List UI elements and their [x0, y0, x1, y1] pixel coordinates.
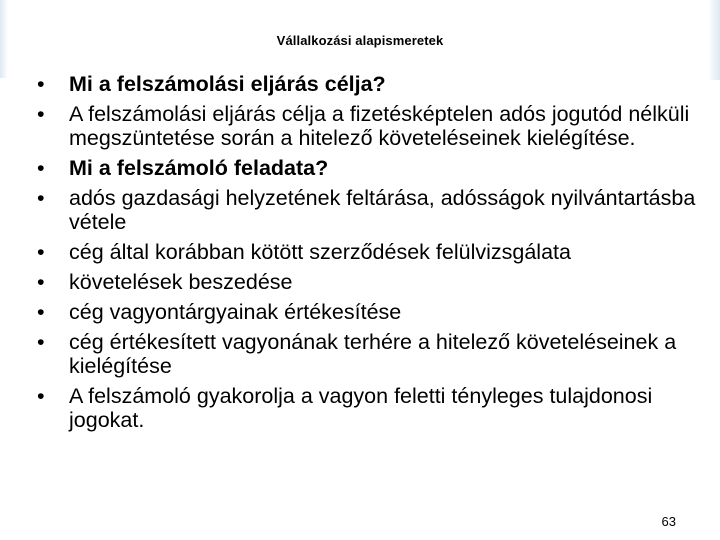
bullet-item-question-tasks — [37, 156, 697, 180]
page-number: 63 — [661, 514, 676, 529]
bullet-icon: • — [37, 300, 45, 324]
bullet-item-question-purpose — [37, 72, 697, 96]
bullet-text: A felszámoló gyakorolja a vagyon feletti tényleges tulajdonosi jogokat. — [69, 384, 653, 432]
bullet-icon: • — [37, 156, 45, 180]
bullet-text: A felszámolási eljárás célja a fizetésképtelen adós jogutód nélküli megszüntetése során a hitelező követeléseinek kielégítése. — [69, 102, 690, 150]
bullet-item-answer-purpose — [37, 102, 697, 150]
bullet-text: cég által korábban kötött szerződések felülvizsgálata — [69, 240, 571, 264]
bullet-text: Mi a felszámoló feladata? — [69, 156, 329, 180]
bullet-icon: • — [37, 384, 45, 408]
bullet-text: cég értékesített vagyonának terhére a hitelező követeléseinek a kielégítése — [69, 330, 677, 378]
bullet-icon: • — [37, 240, 45, 264]
bullet-text: cég vagyontárgyainak értékesítése — [69, 300, 402, 324]
bullet-text: Mi a felszámolási eljárás célja? — [69, 72, 386, 96]
bullet-icon: • — [37, 330, 45, 354]
bullet-item-task — [37, 330, 697, 378]
bullet-item-task — [37, 384, 697, 432]
bullet-item-task — [37, 240, 697, 264]
bullet-icon: • — [37, 270, 45, 294]
bullet-icon: • — [37, 186, 45, 210]
bullet-item-task — [37, 270, 697, 294]
bullet-text: adós gazdasági helyzetének feltárása, adósságok nyilvántartásba vétele — [69, 186, 696, 234]
slide-title: Vállalkozási alapismeretek — [276, 33, 444, 48]
bullet-icon: • — [37, 102, 45, 126]
bullet-text: követelések beszedése — [69, 270, 293, 294]
bullet-list — [37, 72, 697, 438]
bullet-item-task — [37, 300, 697, 324]
bullet-icon: • — [37, 72, 45, 96]
bullet-item-task — [37, 186, 697, 234]
